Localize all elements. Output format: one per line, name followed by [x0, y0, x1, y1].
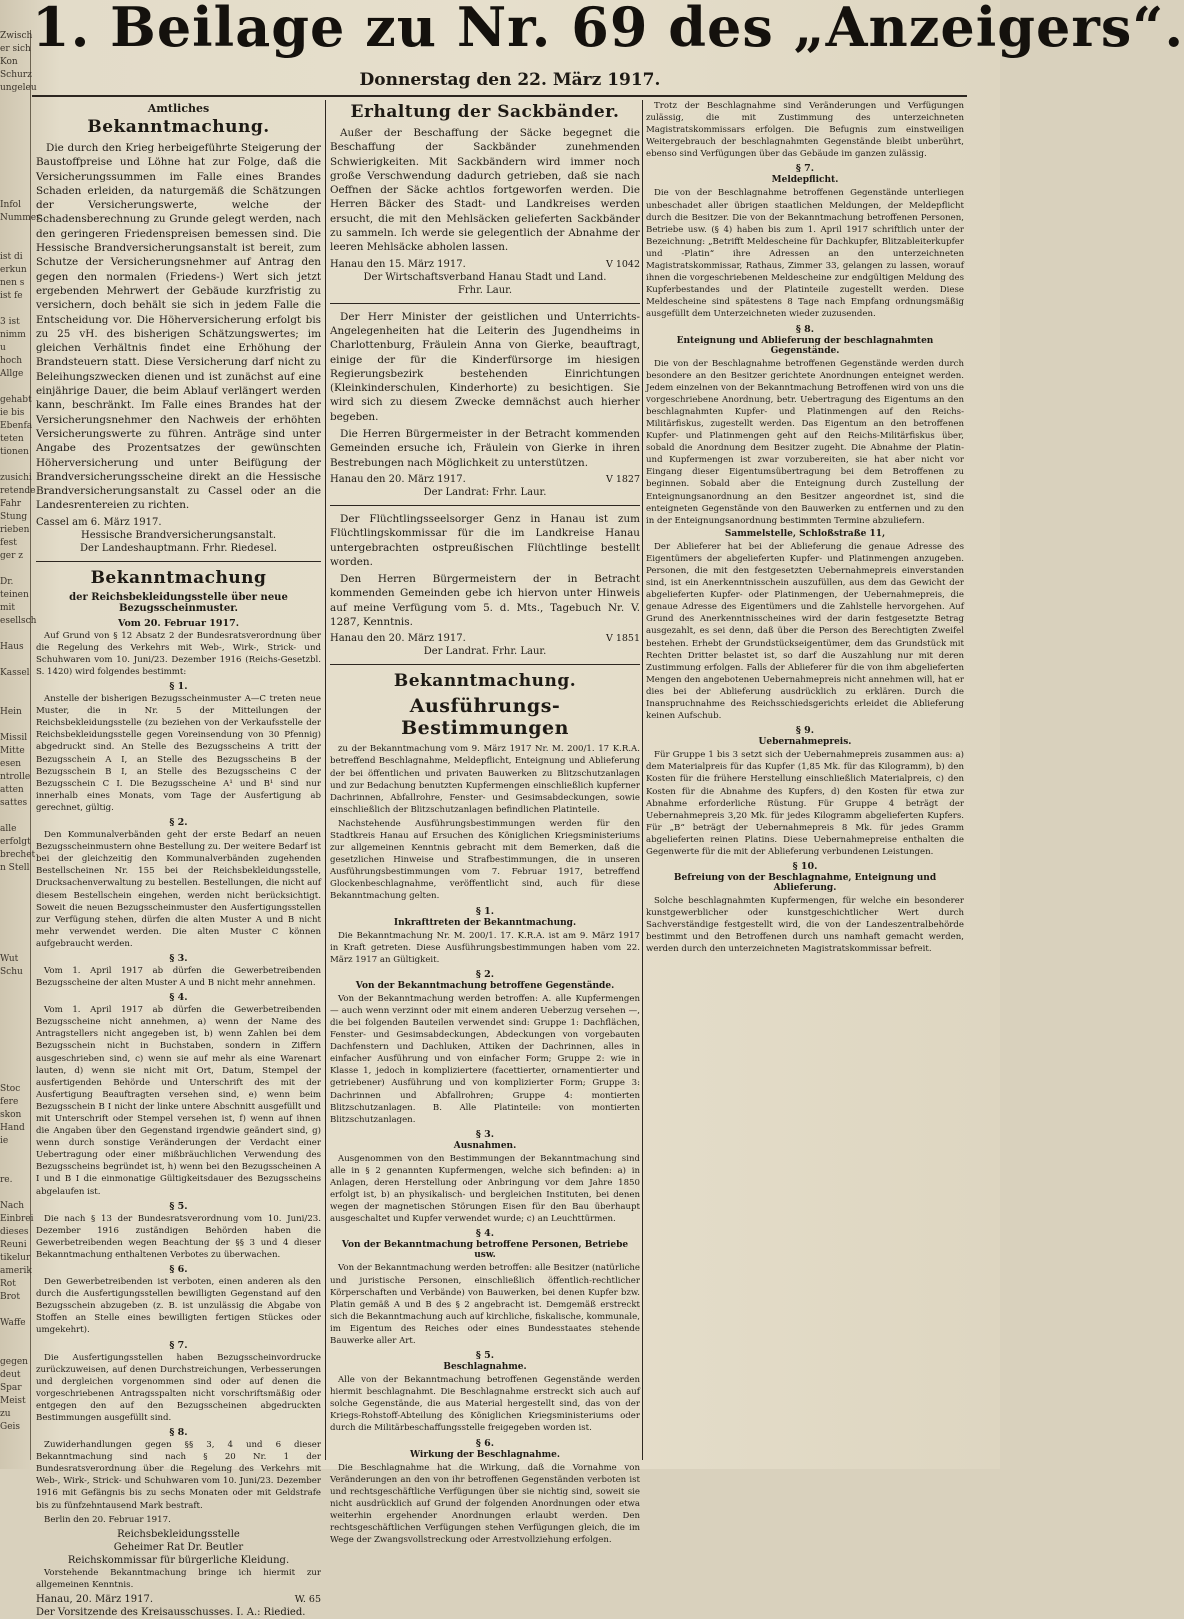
- strip-line: [0, 147, 30, 160]
- strip-line: [0, 875, 30, 888]
- section-text: Von der Bekanntmachung werden betroffen: A. alle Kupfermengen — auch wenn verzinnt oder mit einem anderen Ueberzug versehen —, die bei folgenden Bauteilen verwendet sind: Gruppe 1: Dachflächen, Fenster- und Gesimsabdeckungen, Abdeckungen von vorgebauten Dachfenstern und Dachluken, Attiken der Dachrinnen, alles in einfacher Ausführung und von einfacher Form; Gruppe 2: wie in Klasse 1, jedoch in kompliziertere (facettierter, ornamentierter und getriebener) Ausführung und von komplizierter Form; Gruppe 3: Dachrinnen und Abfallrohren; Gruppe 4: montierten Blitzschutzanlagen. B. Alle Platinteile: von montierten Blitzschutzanlagen.: [330, 993, 640, 1125]
- column-middle: [330, 100, 640, 1546]
- strip-line: ie: [0, 1136, 9, 1146]
- section-text: Die von der Beschlagnahme betroffenen Gegenstände werden durch besondere an den Besitzer gerichtete Anordnungen enteignet werden. Jedem einzelnen von der Bekanntmachung Betroffenen wird von uns die vorgeschriebene Anordnung, betr. Uebertragung des Eigentums an den beschlagnahmten Kupfer- und Platinmengen auf den Reichs-Militärfiskus, zugestellt werden. Das Eigentum an den betroffenen Kupfer- und Platinmengen geht auf den Reichs-Militärfiskus über, sobald die Anordnung dem Besitzer zugeht. Die Abnahme der Platin- und Kupfermengen ist zwar vorzubereiten, sie hat aber nicht vor Eingang dieser Eigentumsübertragung bei dem Betroffenen zu beginnen. Sobald aber die Enteignung durch Zustellung der Enteignungsanordnung an den Besitzer angeordnet ist, sind die enteigneten Gegenstände von den Bauwerken zu entfernen und zu den in der Enteignungsanordnung bestimmten Termine abzuliefern.: [646, 358, 964, 526]
- article-intro: Nachstehende Ausführungsbestimmungen werden für den Stadtkreis Hanau auf Ersuchen des Königlichen Kriegsministeriums zur allgemeinen Kenntnis gebracht mit dem Bemerken, daß die gesetzlichen Hinweise und Strafbestimmungen, die in unseren Ausführungsbestimmungen vom 7. Februar 1917, betreffend Glockenbeschlagnahme, veröffentlicht sind, auch für diese Bekanntmachung gelten.: [330, 818, 640, 902]
- place-date: Hanau den 15. März 1917.: [330, 258, 466, 270]
- strip-line: nen s: [0, 278, 25, 288]
- strip-line: retende: [0, 486, 36, 496]
- signature-line: Der Landrat: Frhr. Laur.: [423, 486, 547, 498]
- section-text: Den Gewerbetreibenden ist verboten, einen anderen als den durch die Ausfertigungsstellen bewilligten Gegenstand auf den Bezugsschein abzugeben (z. B. ist unzulässig die Abgabe von Stoffen an Stelle eines bewilligten fertigen Stückes oder umgekehrt).: [36, 1277, 321, 1336]
- section-number: § 3.: [475, 1128, 495, 1140]
- signature-line: Der Landeshauptmann. Frhr. Riedesel.: [80, 542, 277, 554]
- strip-line: Zwisch: [0, 31, 33, 41]
- section-number: § 9.: [795, 725, 815, 737]
- strip-line: [0, 160, 30, 173]
- strip-line: zu: [0, 1409, 11, 1419]
- strip-line: [0, 992, 30, 1005]
- strip-line: [0, 1343, 30, 1356]
- article-intro: Trotz der Beschlagnahme sind Veränderungen und Verfügungen zulässig, die mit Zustimmung des unterzeichneten Magistratskommissars erfolgen. Die Befugnis zum einstweiligen Weitergebrauch der beschlagnahmten Gegenstände bleibt unberührt, ebenso sind Verfügungen über das Gebäude im ganzen zulässig.: [646, 101, 964, 160]
- strip-line: Hand: [0, 1123, 25, 1133]
- strip-line: esen: [0, 759, 22, 769]
- strip-line: gehabt: [0, 395, 32, 405]
- strip-line: [0, 1044, 30, 1057]
- strip-line: tionen: [0, 447, 29, 457]
- strip-line: n Stell: [0, 863, 30, 873]
- place-date-row: [36, 1593, 321, 1606]
- section-text: Von der Bekanntmachung werden betroffen: alle Besitzer (natürliche und juristische Personen, einschließlich öffentlich-rechtlicher Körperschaften und Verbände) von Bauwerken, bei denen Kupfer bzw. Platin gemäß A und B des § 2 angebracht ist. Demgemäß erstreckt sich die Bekanntmachung auch auf kirchliche, fiskalische, kommunale, im Eigentum des Reiches oder eines Bundesstaates stehende Bauwerke aller Art.: [330, 1263, 640, 1346]
- strip-line: [0, 1330, 30, 1343]
- headline-sackbaender: Erhaltung der Sackbänder.: [350, 102, 620, 122]
- strip-line: teinen: [0, 590, 29, 600]
- strip-line: erkun: [0, 265, 27, 275]
- section-number: § 7.: [169, 1339, 188, 1351]
- strip-line: fere: [0, 1097, 19, 1107]
- strip-line: fest: [0, 538, 17, 548]
- strip-line: [0, 693, 30, 706]
- article-divider: [330, 664, 640, 665]
- strip-line: [0, 95, 30, 108]
- strip-line: u: [0, 343, 6, 353]
- strip-line: [0, 121, 30, 134]
- article-paragraph: Außer der Beschaffung der Säcke begegnet die Beschaffung der Sackbänder zunehmenden Schwierigkeiten. Mit Sackbändern wird immer noch große Verschwendung dadurch getrieben, daß sie nach Oeffnen der Säcke achtlos fortgeworfen werden. Die Herren Bäcker des Stadt- und Landkreises werden ersucht, die mit den Mehlsäcken gelieferten Sackbänder zu sammeln. Ich werde sie gelegentlich der Abnahme der leeren Mehlsäcke abholen lassen.: [330, 127, 640, 254]
- section-title: Beschlagnahme.: [443, 1362, 527, 1373]
- strip-line: Reuni: [0, 1240, 27, 1250]
- strip-line: Meist: [0, 1396, 26, 1406]
- section-number: § 4.: [475, 1228, 495, 1240]
- section-number: § 8.: [169, 1427, 188, 1439]
- article-divider: [330, 505, 640, 506]
- strip-line: [0, 1057, 30, 1070]
- strip-line: [0, 1070, 30, 1083]
- section-title: Meldepflicht.: [771, 175, 839, 186]
- section-text: Vom 1. April 1917 ab dürfen die Gewerbetreibenden Bezugsscheine nicht annehmen, a) wenn der Name des Antragstellers nicht angegeben ist, b) wenn Zahlen bei dem Bezugsschein nicht in Buchstaben, sondern in Ziffern ausgeschrieben sind, c) wenn sie auf mehr als eine Warenart lauten, d) wenn sie nicht mit Ort, Datum, Stempel der ausfertigenden Behörde und Unterschrift des mit der Ausfertigung Beauftragten versehen sind, e) wenn beim Bezugsschein B I nicht der linke untere Abschnitt ausgefüllt und mit Unterschrift oder Stempel versehen ist, f) wenn auf ihnen die Angaben über den Gegenstand irgendwie geändert sind, g) wenn durch sonstige Veränderungen der Verdacht einer Uebertragung oder einer mißbräuchlichen Verwendung des Bezugsscheins begründet ist, h) wenn bei den Bezugsscheinen A I und B I die einmonatige Gültigkeitsdauer des Bezugsscheins abgelaufen ist.: [36, 1005, 321, 1197]
- section-text: Vom 1. April 1917 ab dürfen die Gewerbetreibenden Bezugsscheine der alten Muster A und B nicht mehr annehmen.: [36, 965, 321, 989]
- strip-line: [0, 186, 30, 199]
- article-paragraph: Der Herr Minister der geistlichen und Unterrichts-Angelegenheiten hat die Leiterin des Jugendheims in Charlottenburg, Fräulein Anna von Gierke, beauftragt, einige der für die Kinderfürsorge im hiesigen Regierungsbezirk bestehenden Einrichtungen (Kleinkinderschulen, Kinderhorte) zu besichtigen. Sie wird sich zu diesem Zwecke demnächst auch hierher begeben.: [330, 310, 640, 423]
- strip-line: [0, 1187, 30, 1200]
- section-text: Für Gruppe 1 bis 3 setzt sich der Uebernahmepreis zusammen aus: a) dem Materialpreis für das Kupfer (1,85 Mk. für das Kilogramm), b) den Kosten für die frühere Herstellung einschließlich Materialpreis, c) den Kosten für die Abnahme des Kupfers, d) den Kosten für etwa zur Abnahme erforderliche Rüstung. Für Gruppe 4 beträgt der Uebernahmepreis 3,20 Mk. für jedes Kilogramm abgelieferten Kupfers. Für „B“ beträgt der Uebernahmepreis 8 Mk. für jedes Gramm abgelieferten reinen Platins. Diese Uebernahmepreise enthalten die Gegenwerte für die mit der Ablieferung verbundenen Leistungen.: [646, 750, 964, 857]
- section-number: § 5.: [475, 1350, 495, 1362]
- strip-line: [0, 914, 30, 927]
- section-title: Von der Bekanntmachung betroffene Gegenstände.: [355, 980, 615, 991]
- strip-line: Rot: [0, 1279, 16, 1289]
- strip-line: amerik: [0, 1266, 32, 1276]
- strip-line: [0, 238, 30, 251]
- strip-line: [0, 108, 30, 121]
- strip-line: [0, 173, 30, 186]
- place-date-row: [330, 632, 640, 645]
- strip-line: [0, 1005, 30, 1018]
- section-title: Sammelstelle, Schloßstraße 11,: [724, 528, 886, 539]
- strip-line: [0, 888, 30, 901]
- article-paragraph: Die durch den Krieg herbeigeführte Steigerung der Baustoffpreise und Löhne hat zur Folge, daß die Versicherungssummen im Falle eines Brandes Schaden erleiden, da naturgemäß die Schätzungen der Versicherungswerte, welche der Schadensberechnung zu Grunde gelegt werden, nach den geringeren Friedenspreisen bemessen sind. Die Hessische Brandversicherungsanstalt ist bereit, zum Schutze der Versicherungsnehmer auf Antrag den gegen den normalen (Friedens-) Wert sich jetzt ergebenden Mehrwert der Gebäude kurzfristig zu versichern, doch behält sie sich in jedem Falle die Entscheidung vor. Die Höherversicherung erfolgt bis zu 25 vH. des bisherigen Schätzungswertes; im gleichen Verhältnis findet eine Erhöhung der Brandsteuern statt. Diese Versicherung darf nicht zu Beleihungszwecken dienen und ist zunächst auf eine einjährige Dauer, die beim Ablauf verlängert werden kann, beschränkt. Im Falle eines Brandes hat der Versicherungsnehmer den Nachweis der erhöhten Versicherungswerte zu führen. Anträge sind unter Angabe des Prozentsatzes der gewünschten Höherversicherung und unter Beifügung der Brandversicherungsscheine direkt an die Hessische Brandversicherungsanstalt zu Cassel oder an die Landesrentereien zu richten.: [36, 142, 321, 512]
- signature-line: Der Landrat. Frhr. Laur.: [423, 646, 547, 658]
- article-subhead: der Reichsbekleidungsstelle über neue Bezugsscheinmuster.: [69, 591, 288, 614]
- strip-line: Hein: [0, 707, 22, 717]
- kicker-amtliches: Amtliches: [147, 102, 210, 115]
- signature-line: Geheimer Rat Dr. Beutler: [113, 1541, 244, 1553]
- strip-line: [0, 1031, 30, 1044]
- strip-line: sattes: [0, 798, 28, 808]
- strip-line: esellsch: [0, 616, 37, 626]
- section-text: Die Beschlagnahme hat die Wirkung, daß die Vornahme von Veränderungen an den von ihr betroffenen Gegenständen verboten ist und rechtsgeschäftliche Verfügungen über sie nichtig sind, soweit sie nicht ausdrücklich auf Grund der folgenden Anordnungen oder etwa weiterhin ergehender Anordnungen erlaubt werden. Den rechtsgeschäftlichen Verfügungen stehen Verfügungen gleich, die im Wege der Zwangsvollstreckung oder Arrestvollziehung erfolgen.: [330, 1462, 640, 1546]
- place-date-row: [330, 473, 640, 486]
- strip-line: ger z: [0, 551, 23, 561]
- headline-bekanntmachung-1: Bekanntmachung.: [87, 117, 270, 137]
- strip-line: Missil: [0, 733, 28, 743]
- section-number: § 10.: [792, 861, 818, 873]
- strip-line: Nach: [0, 1201, 25, 1211]
- article-paragraph: Den Herren Bürgermeistern der in Betracht kommenden Gemeinden gebe ich hiervon unter Hinweis auf meine Verfügung vom 5. d. Mts., Tagebuch Nr. V. 1287, Kenntnis.: [330, 573, 640, 629]
- notice-text: Vorstehende Bekanntmachung bringe ich hiermit zur allgemeinen Kenntnis.: [36, 1567, 321, 1590]
- strip-line: [0, 810, 30, 823]
- strip-line: [0, 225, 30, 238]
- strip-line: ist di: [0, 252, 23, 262]
- place-date: Hanau, 20. März 1917.: [36, 1593, 154, 1605]
- strip-line: Kassel: [0, 668, 30, 678]
- strip-line: Nummer: [0, 213, 41, 223]
- strip-line: [0, 303, 30, 316]
- strip-line: [0, 1018, 30, 1031]
- strip-line: nimm: [0, 330, 26, 340]
- strip-line: Kon: [0, 57, 18, 67]
- place-date: Hanau den 20. März 1917.: [330, 633, 466, 645]
- section-text: Die Bekanntmachung Nr. M. 200/1. 17. K.R.A. ist am 9. März 1917 in Kraft getreten. Diese Ausführungsbestimmungen haben vom 22. März 1917 an Gültigkeit.: [330, 930, 640, 965]
- place-date-row: [330, 258, 640, 271]
- signature-line: Reichsbekleidungsstelle: [117, 1528, 240, 1540]
- strip-line: [0, 940, 30, 953]
- section-text: Ausgenommen von den Bestimmungen der Bekanntmachung sind alle in § 2 genannten Kupfermengen, welche sich befinden: a) in Anlagen, deren Herstellung oder Anbringung vor dem Jahre 1850 erfolgt ist, b) an physikalisch- und bergleichen Instituten, bei denen wegen der magnetischen Störungen Eisen für den Bau überhaupt ausgeschaltet und Kupfer verwendet wurde; c) an Leuchttürmen.: [330, 1153, 640, 1225]
- section-number: § 4.: [169, 992, 188, 1004]
- strip-line: [0, 1161, 30, 1174]
- article-dateline: Cassel am 6. März 1917.: [36, 516, 162, 528]
- section-number: § 6.: [169, 1264, 188, 1276]
- strip-line: tikelur: [0, 1253, 31, 1263]
- strip-line: brechet: [0, 850, 36, 860]
- strip-line: [0, 1304, 30, 1317]
- article-paragraph: Der Flüchtlingsseelsorger Genz in Hanau ist zum Flüchtlingskommissar für die im Landkreise Hanau untergebrachten ostpreußischen Flüchtlinge bestellt worden.: [330, 512, 640, 568]
- section-text: Den Kommunalverbänden geht der erste Bedarf an neuen Bezugsscheinmustern ohne Bestellung zu. Der weitere Bedarf ist bei der gleichzeitig den Kommunalverbänden zugehenden Bestellscheinen Nr. 155 bei der Reichsbekleidungsstelle, Drucksachenverwaltung zu bestellen. Bestellungen, die nicht auf diesem Bestellschein eingehen, werden nicht berücksichtigt. Soweit die neuen Bezugsscheinmuster den Ausfertigungsstellen zur Verfügung stehen, dürfen die alten Muster A und B nicht mehr verwendet werden. Die alten Muster C können aufgebraucht werden.: [36, 830, 321, 949]
- masthead-date: Donnerstag den 22. März 1917.: [359, 70, 661, 90]
- strip-line: Dr.: [0, 577, 14, 587]
- section-title: Enteignung und Ablieferung der beschlagnahmten Gegenstände.: [676, 335, 934, 356]
- masthead-title: 1. Beilage zu Nr. 69 des „Anzeigers“.: [32, 0, 1184, 59]
- article-divider: [330, 303, 640, 304]
- strip-line: [0, 680, 30, 693]
- section-number: § 3.: [169, 952, 188, 964]
- signature-line: Hessische Brandversicherungsanstalt.: [80, 529, 277, 541]
- strip-line: Schu: [0, 967, 23, 977]
- strip-line: dieses: [0, 1227, 29, 1237]
- strip-line: [0, 719, 30, 732]
- article-date: Vom 20. Februar 1917.: [117, 617, 240, 629]
- section-number: § 8.: [795, 323, 815, 335]
- place-date: Hanau den 20. März 1917.: [330, 473, 466, 485]
- strip-line: Einbrei: [0, 1214, 34, 1224]
- signature-line: Reichskommissar für bürgerliche Kleidung.: [67, 1554, 290, 1566]
- strip-line: Stoc: [0, 1084, 21, 1094]
- strip-line: atten: [0, 785, 24, 795]
- strip-line: [0, 134, 30, 147]
- strip-line: er sich: [0, 44, 31, 54]
- section-number: § 2.: [475, 968, 495, 980]
- strip-line: [0, 381, 30, 394]
- reference-number: V 1042: [605, 258, 640, 270]
- section-text: Die von der Beschlagnahme betroffenen Gegenstände unterliegen unbeschadet aller übrigen staatlichen Meldungen, der Meldepflicht durch die Besitzer. Die von der Bekanntmachung betroffenen Personen, Betriebe usw. (§ 4) haben bis zum 1. April 1917 schriftlich unter der Bezeichnung: „Betrifft Meldescheine für Dachkupfer, Blitzableiterkupfer und -Platin“ ihre Adressen an den unterzeichneten Magistratskommissar, Rathaus, Zimmer 33, gelangen zu lassen, worauf ihnen die vorgeschriebenen Meldescheine zur endgültigen Meldung des Kupferbestandes und der Platinteile zugestellt werden. Diese Meldescheine sind spätestens 8 Tage nach Empfang ordnungsmäßig ausgefüllt dem Unterzeichneten wieder zuzusenden.: [646, 188, 964, 320]
- strip-line: Geis: [0, 1422, 21, 1432]
- strip-line: ungeleu: [0, 83, 37, 93]
- strip-line: rieben: [0, 525, 30, 535]
- section-text: Die nach § 13 der Bundesratsverordnung vom 10. Juni/23. Dezember 1916 zuständigen Behörden haben die Gewerbetreibenden wegen Beachtung der §§ 3 und 4 dieser Bekanntmachung enthaltenen Verbotes zu überwachen.: [36, 1213, 321, 1260]
- section-text: Alle von der Bekanntmachung betroffenen Gegenstände werden hiermit beschlagnahmt. Die Beschlagnahme erstreckt sich auch auf solche Gegenstände, die aus Material hergestellt sind, das von der Kriegs-Rohstoff-Abteilung des Königlichen Kriegsministeriums oder durch die Militärbeschaffungsstelle freigegeben worden ist.: [330, 1375, 640, 1434]
- section-text: Zuwiderhandlungen gegen §§ 3, 4 und 6 dieser Bekanntmachung sind nach § 20 Nr. 1 der Bundesratsverordnung über die Regelung des Verkehrs mit Web-, Wirk-, Strick- und Schuhwaren vom 10. Juni/23. Dezember 1916 mit Gefängnis bis zu sechs Monaten oder mit Geldstrafe bis zu fünfzehntausend Mark bestraft.: [36, 1440, 321, 1511]
- strip-line: re.: [0, 1175, 13, 1185]
- strip-line: gegen: [0, 1357, 28, 1367]
- strip-line: erfolgt: [0, 837, 31, 847]
- strip-line: [0, 628, 30, 641]
- strip-line: ie bis: [0, 408, 25, 418]
- section-title: Wirkung der Beschlagnahme.: [409, 1449, 561, 1460]
- reference-number: V 1827: [605, 473, 640, 485]
- strip-line: Haus: [0, 642, 24, 652]
- strip-line: Brot: [0, 1292, 20, 1302]
- column-left: [36, 100, 321, 1618]
- strip-line: alle: [0, 824, 17, 834]
- strip-line: Stung: [0, 512, 28, 522]
- section-number: § 5.: [169, 1200, 188, 1212]
- adjacent-page-strip: [0, 30, 41, 1460]
- strip-line: Mitte: [0, 746, 25, 756]
- headline-bekanntmachung-3: Bekanntmachung.: [393, 671, 577, 692]
- strip-line: Allge: [0, 369, 24, 379]
- strip-line: [0, 654, 30, 667]
- reference-number: V 1851: [605, 633, 640, 645]
- section-text: Die Ausfertigungsstellen haben Bezugsscheinvordrucke zurückzuweisen, auf denen Durchstreichungen, Verbesserungen und dergleichen vorgenommen sind oder auf denen die vorgeschriebenen Antragsspalten nicht vorschriftsmäßig oder entgegen den auf den Bezugsscheinen abgedruckten Bestimmungen ausgefüllt sind.: [36, 1352, 321, 1423]
- header-rule: [32, 95, 967, 97]
- section-text: Anstelle der bisherigen Bezugsscheinmuster A—C treten neue Muster, die in Nr. 5 der Mitteilungen der Reichsbekleidungsstelle (zu beziehen von der Verkaufsstelle der Reichsbekleidungsstelle gegen Voreinsendung von 30 Pfennig) abgedruckt sind. An Stelle des Bezugsscheins A tritt der Bezugsschein A I, an Stelle des Bezugsscheins B der Bezugsschein B I, an Stelle des Bezugsscheins C der Bezugsschein C I. Die Bezugsscheine A¹ und B¹ sind nur innerhalb eines Monats, vom Tage der Ausfertigung ab gerechnet, gültig.: [36, 694, 321, 813]
- strip-line: Wut: [0, 954, 19, 964]
- article-intro: zu der Bekanntmachung vom 9. März 1917 Nr. M. 200/1. 17 K.R.A. betreffend Beschlagnahme, Meldepflicht, Enteignung und Ablieferung der bei öffentlichen und privaten Bauwerken zu Blitzschutzanlagen und zur Bedachung benutzten Kupfermengen einschließlich kupferner Dachrinnen, Abfallrohre, Fenster- und Gesimsabdeckungen, sowie einschließlich der Blitzschutzanlagen befindlichen Platinteile.: [330, 744, 640, 815]
- section-number: § 1.: [169, 681, 188, 693]
- strip-line: ntrolle: [0, 772, 31, 782]
- article-divider: [36, 561, 321, 562]
- strip-line: [0, 563, 30, 576]
- signature-line: Frhr. Laur.: [457, 284, 513, 296]
- strip-line: [0, 459, 30, 472]
- section-number: § 6.: [475, 1437, 495, 1449]
- section-title: Inkrafttreten der Bekanntmachung.: [393, 917, 577, 928]
- column-rule-1: [325, 100, 326, 1460]
- section-number: § 2.: [169, 817, 188, 829]
- strip-line: Spar: [0, 1383, 22, 1393]
- section-text: Solche beschlagnahmten Kupfermengen, für welche ein besonderer kunstgewerblicher oder kunstgeschichtlicher Wert durch Sachverständige festgestellt wird, die von der Landeszentralbehörde bestimmt und den Betroffenen durch uns namhaft gemacht werden, werden durch den unterzeichneten Magistratskommissar befreit.: [646, 896, 964, 955]
- strip-line: Fahr: [0, 499, 22, 509]
- section-title: Von der Bekanntmachung betroffene Personen, Betriebe usw.: [341, 1240, 629, 1261]
- strip-line: [0, 901, 30, 914]
- strip-line: teten: [0, 434, 24, 444]
- section-title: Ausnahmen.: [453, 1140, 517, 1151]
- reference-number: W. 65: [294, 1593, 321, 1605]
- strip-line: deut: [0, 1370, 21, 1380]
- strip-line: Schurz: [0, 70, 32, 80]
- signature-line: Der Wirtschaftsverband Hanau Stadt und Land.: [363, 271, 607, 283]
- final-signature: Der Vorsitzende des Kreisausschusses. I. A.: Riedied.: [36, 1606, 306, 1618]
- column-rule-2: [642, 100, 643, 1460]
- strip-line: Ebenfa: [0, 421, 33, 431]
- section-text: Der Ablieferer hat bei der Ablieferung die genaue Adresse des Eigentümers der abgelieferten Kupfer- und Platinmengen anzugeben. Personen, die mit den festgesetzten Uebernahmepreis einverstanden sind, ist ein Anerkenntnisschein auszufüllen, aus dem das Gewicht der abgelieferten Kupfer- oder Platinmengen, der Uebernahmepreis, die genaue Adresse des Eigentümers und die Zahlstelle hervorgehen. Auf Grund des Anerkenntnisscheines wird der darin festgesetzte Betrag ausgezahlt, es sei denn, daß über die Person des Berechtigten Zweifel bestehen. Erhebt der Grundstückseigentümer, dem das Grundstück mit Rechten Dritter belastet ist, so darf die Auszahlung nur mit deren Zustimmung erfolgen. Falls der Ablieferer für die von ihm abgelieferten Mengen den angebotenen Uebernahmepreis nicht annehmen will, hat er dies bei der Ablieferung ausdrücklich zu erklären. Durch die Inanspruchnahme des Reichsschiedsgerichts erleidet die Ablieferung keinen Aufschub.: [646, 541, 964, 722]
- strip-line: [0, 927, 30, 940]
- article-intro: Auf Grund von § 12 Absatz 2 der Bundesratsverordnung über die Regelung des Verkehrs mit Web-, Wirk-, Strick- und Schuhwaren vom 10. Juni/23. Dezember 1916 (Reichs-Gesetzbl. S. 1420) wird folgendes bestimmt:: [36, 630, 321, 677]
- article-paragraph: Die Herren Bürgermeister in der Betracht kommenden Gemeinden ersuche ich, Fräulein von Gierke in ihren Bestrebungen nach Möglichkeit zu unterstützen.: [330, 428, 640, 469]
- strip-line: [0, 979, 30, 992]
- strip-line: Waffe: [0, 1318, 26, 1328]
- strip-line: skon: [0, 1110, 22, 1120]
- closing-date: Berlin den 20. Februar 1917.: [44, 1514, 171, 1525]
- strip-line: ist fe: [0, 291, 23, 301]
- headline-ausfuehrungsbestimmungen: Ausführungs-Bestimmungen: [401, 695, 569, 740]
- section-title: Uebernahmepreis.: [758, 737, 852, 748]
- section-title: Befreiung von der Beschlagnahme, Enteignung und Ablieferung.: [673, 873, 937, 894]
- strip-line: mit: [0, 603, 16, 613]
- strip-line: [0, 1148, 30, 1161]
- strip-line: 3 ist: [0, 317, 20, 327]
- strip-line: Infol: [0, 200, 21, 210]
- strip-line: hoch: [0, 356, 23, 366]
- strip-line: zusichi: [0, 473, 32, 483]
- section-number: § 7.: [795, 163, 815, 175]
- column-right: [646, 100, 964, 1460]
- headline-bekanntmachung-2: Bekanntmachung: [90, 567, 267, 588]
- section-number: § 1.: [475, 905, 495, 917]
